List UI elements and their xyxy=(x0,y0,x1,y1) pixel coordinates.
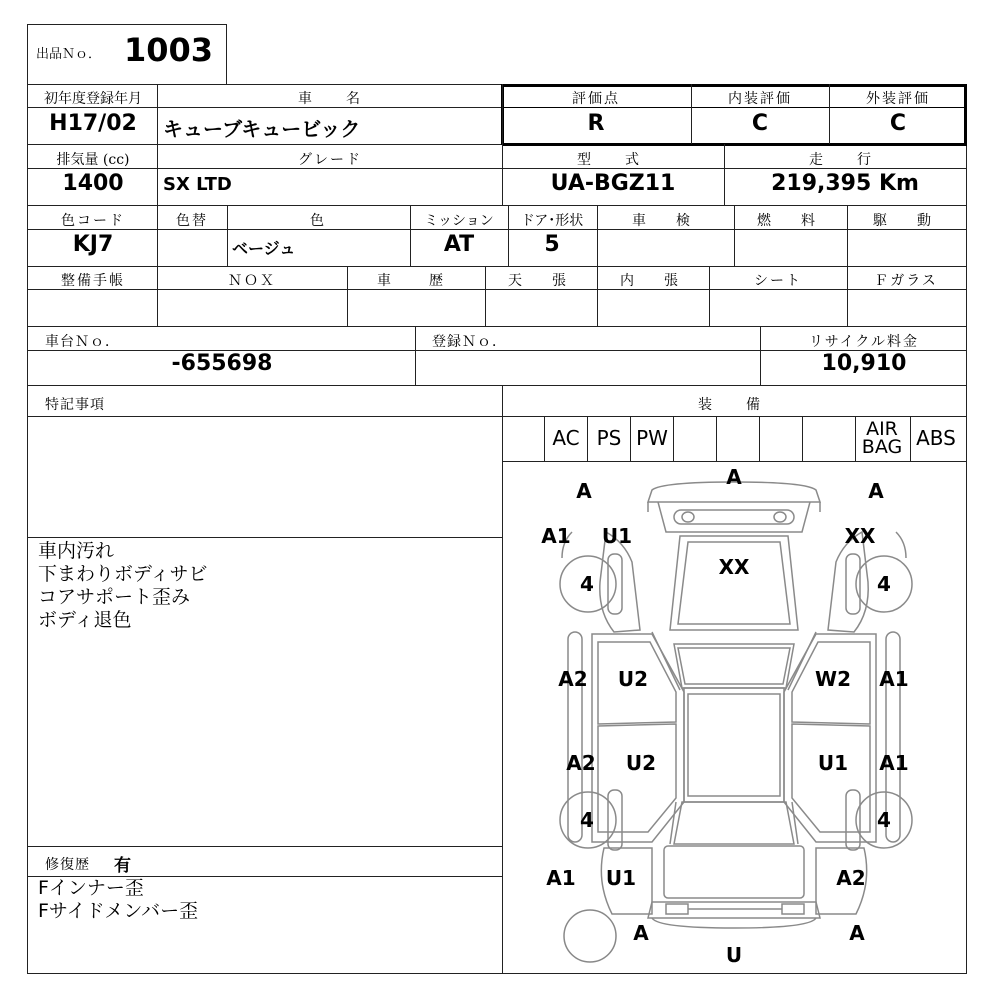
mark-rl-quarter-2: U1 xyxy=(605,866,637,890)
listing-number-label: 出品Ｎｏ． xyxy=(36,47,102,62)
equip-ps: PS xyxy=(596,426,622,450)
sunroof-label: 天 張 xyxy=(508,273,574,289)
model-label: 型 式 xyxy=(577,152,649,168)
listing-number-box xyxy=(27,24,227,84)
interior-label: 内装評価 xyxy=(728,91,792,107)
mark-fr-door-2: A1 xyxy=(879,667,909,691)
color-code-label: 色コード xyxy=(61,213,125,229)
equip-airbag xyxy=(862,420,902,456)
mission-value: AT xyxy=(443,232,475,257)
exterior-value: C xyxy=(889,111,907,136)
exterior-label: 外装評価 xyxy=(866,91,930,107)
first-reg-value: H17/02 xyxy=(49,111,137,136)
recycle-value: 10,910 xyxy=(821,351,907,376)
repair-history-label: 修復歴 xyxy=(45,857,90,873)
model-value: UA-BGZ11 xyxy=(550,171,676,196)
mark-front-top: A xyxy=(726,465,742,489)
listing-number-value: 1003 xyxy=(124,31,214,69)
car-diagram xyxy=(502,462,964,972)
mark-rl-quarter-1: A1 xyxy=(546,866,576,890)
repair-item: Fサイドメンバー歪 xyxy=(38,900,199,922)
reg-no-label: 登録Ｎｏ． xyxy=(432,334,507,350)
mark-rl-door-2: U2 xyxy=(625,751,657,775)
note-item: ボディ退色 xyxy=(38,609,132,631)
mark-fr-tire: 4 xyxy=(877,572,891,596)
mileage-label: 走 行 xyxy=(809,152,881,168)
equip-pw: PW xyxy=(636,426,668,450)
equip-ac: AC xyxy=(552,426,580,450)
door-shape-label: ドア･形状 xyxy=(520,213,584,229)
mark-fl-fender-2: U1 xyxy=(601,524,633,548)
color-label: 色 xyxy=(310,213,326,229)
chassis-no-value: -655698 xyxy=(171,351,273,376)
mark-fl-tire: 4 xyxy=(580,572,594,596)
grade-value: SX LTD xyxy=(163,174,232,195)
score-label: 評価点 xyxy=(572,91,620,107)
interior-value: C xyxy=(751,111,769,136)
car-name-label: 車 名 xyxy=(298,91,362,107)
int-trim-label: 内 張 xyxy=(620,273,686,289)
repair-history-value: 有 xyxy=(114,856,131,876)
mark-fl-door-2: U2 xyxy=(617,667,649,691)
chassis-no-label: 車台Ｎｏ． xyxy=(45,334,120,350)
repair-item: Fインナー歪 xyxy=(38,877,144,899)
note-item: 下まわりボディサビ xyxy=(38,563,208,585)
mark-rr-door-2: A1 xyxy=(879,751,909,775)
note-item: コアサポート歪み xyxy=(38,586,191,608)
first-reg-label: 初年度登録年月 xyxy=(44,91,142,107)
mark-rr-quarter: A2 xyxy=(836,866,866,890)
car-name-value: キューブキュービック xyxy=(163,117,361,141)
mark-rear-right: A xyxy=(849,921,865,945)
f-glass-label: Ｆガラス xyxy=(874,273,938,289)
mark-rl-tire: 4 xyxy=(580,808,594,832)
equipment-label: 装 備 xyxy=(698,397,770,413)
maint-book-label: 整備手帳 xyxy=(61,273,125,289)
mark-rear-left: A xyxy=(633,921,649,945)
mark-rr-tire: 4 xyxy=(877,808,891,832)
mark-rr-door-1: U1 xyxy=(817,751,849,775)
displacement-value: 1400 xyxy=(62,171,124,196)
mark-front-left-corner: A xyxy=(576,479,592,503)
score-value: R xyxy=(587,111,605,136)
grade-label: グレード xyxy=(298,152,362,168)
mark-fl-door-1: A2 xyxy=(558,667,588,691)
mark-hood: XX xyxy=(718,555,750,579)
note-item: 車内汚れ xyxy=(38,540,115,562)
notes-label: 特記事項 xyxy=(45,397,105,413)
inspection-label: 車 検 xyxy=(632,213,698,229)
equip-abs: ABS xyxy=(916,426,956,450)
color-value: ベージュ xyxy=(232,239,296,258)
equip-airbag-line1: AIR xyxy=(866,418,898,440)
color-change-label: 色替 xyxy=(176,213,208,229)
mark-rear-bottom: U xyxy=(725,943,743,967)
drive-label: 駆 動 xyxy=(873,213,939,229)
equip-airbag-line2: BAG xyxy=(861,436,903,458)
nox-label: ＮＯＸ xyxy=(228,273,276,289)
recycle-label: リサイクル料金 xyxy=(808,334,920,350)
mark-fr-door-1: W2 xyxy=(815,667,851,691)
door-shape-value: 5 xyxy=(544,232,560,257)
mark-fr-fender: XX xyxy=(844,524,876,548)
color-code-value: KJ7 xyxy=(72,232,114,257)
mark-fl-fender-1: A1 xyxy=(541,524,571,548)
seat-label: シート xyxy=(754,273,802,289)
mark-rl-door-1: A2 xyxy=(566,751,596,775)
mileage-value: 219,395 Km xyxy=(771,171,919,196)
displacement-label: 排気量 (cc) xyxy=(56,152,130,168)
mission-label: ミッション xyxy=(424,213,494,229)
history-label: 車 歴 xyxy=(377,273,455,289)
fuel-label: 燃 料 xyxy=(757,213,823,229)
mark-front-right-corner: A xyxy=(868,479,884,503)
